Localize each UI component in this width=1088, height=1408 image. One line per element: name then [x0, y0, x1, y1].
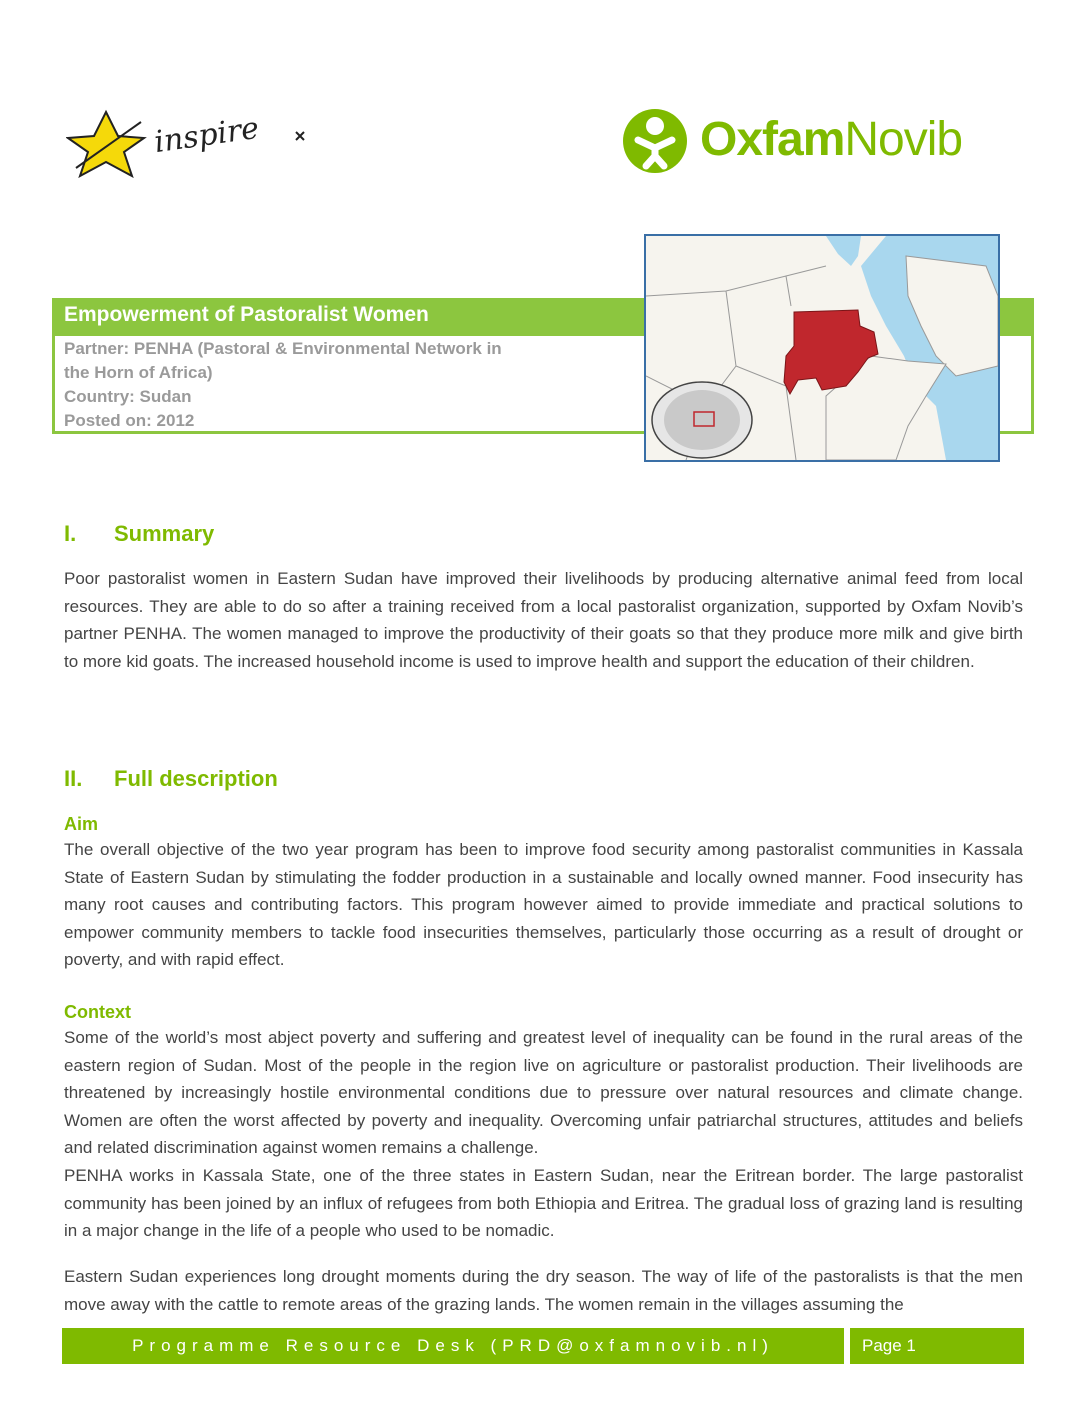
oxfam-wordmark: [700, 108, 962, 172]
context-heading: Context: [64, 1002, 131, 1022]
context-paragraph-2: PENHA works in Kassala State, one of the three states in Eastern Sudan, near the Eritrean border. The large pastoralist community has been joined by an influx of refugees from both Ethiopia and Eritrea. The gradual loss of grazing land is resulting in a major change in the life of a people who used to be nomadic.: [64, 1166, 1023, 1240]
partner-line-1: Partner: PENHA (Pastoral & Environmental Network in: [64, 339, 502, 358]
oxfam-word: Oxfam: [700, 113, 845, 166]
project-title: Empowerment of Pastoralist Women: [64, 303, 429, 326]
context-paragraph-1: Some of the world’s most abject poverty and suffering and greatest level of inequality can be found in the rural areas of the eastern region of Sudan. Most of the people in the region live on agriculture or pastoralist production. Their livelihoods are threatened by increasingly hostile environmental conditions due to pressure over natural resources and climate change. Women are often the worst affected by poverty and inequality. Overcoming unfair patriarchal structures, attitudes and beliefs and related discrimination against women remains a challenge.: [64, 1028, 1023, 1157]
context-paragraph-3: Eastern Sudan experiences long drought moments during the dry season. The way of life of the pastoralists is that the men move away with the cattle to remote areas of the grazing lands. The women remain in the villages assuming the: [64, 1267, 1023, 1314]
oxfam-person-icon: [620, 106, 690, 176]
summary-number: I.: [64, 521, 77, 546]
locator-map-icon: [646, 236, 998, 460]
summary-paragraph: Poor pastoralist women in Eastern Sudan have improved their livelihoods by producing alternative animal feed from local resources. They are able to do so after a training received from a local pastoralist organization, supported by Oxfam Novib’s partner PENHA. The women managed to improve the productivity of their goats so that they produce more milk and give birth to more kid goats. The increased household income is used to improve health and support the education of their children.: [64, 569, 1023, 671]
summary-heading: Summary: [114, 521, 215, 546]
inspire-wordmark: inspire: [152, 110, 262, 161]
oxfam-novib-logo: [620, 104, 1000, 180]
footer-desk-text: Programme Resource Desk (PRD@oxfamnovib.nl): [132, 1336, 774, 1355]
novib-word: Novib: [844, 113, 963, 166]
full-description-number: II.: [64, 766, 83, 791]
full-description-heading: Full description: [114, 766, 278, 791]
aim-heading: Aim: [64, 814, 99, 834]
inspire-logo: [66, 108, 306, 178]
partner-line-2: the Horn of Africa): [64, 363, 213, 382]
aim-paragraph: The overall objective of the two year program has been to improve food security among pastoralist communities in Kassala State of Eastern Sudan by stimulating the fodder production in a sustainable and locally owned manner. Food insecurity has many root causes and contributing factors. This program however aimed to provide immediate and practical solutions to empower community members to tackle food insecurities themselves, particularly those occurring as a result of drought or poverty, and with rapid effect.: [64, 840, 1023, 969]
page-number: Page 1: [862, 1336, 916, 1355]
sudan-map: [644, 234, 1000, 462]
posted-line: Posted on: 2012: [64, 411, 195, 430]
country-line: Country: Sudan: [64, 387, 192, 406]
